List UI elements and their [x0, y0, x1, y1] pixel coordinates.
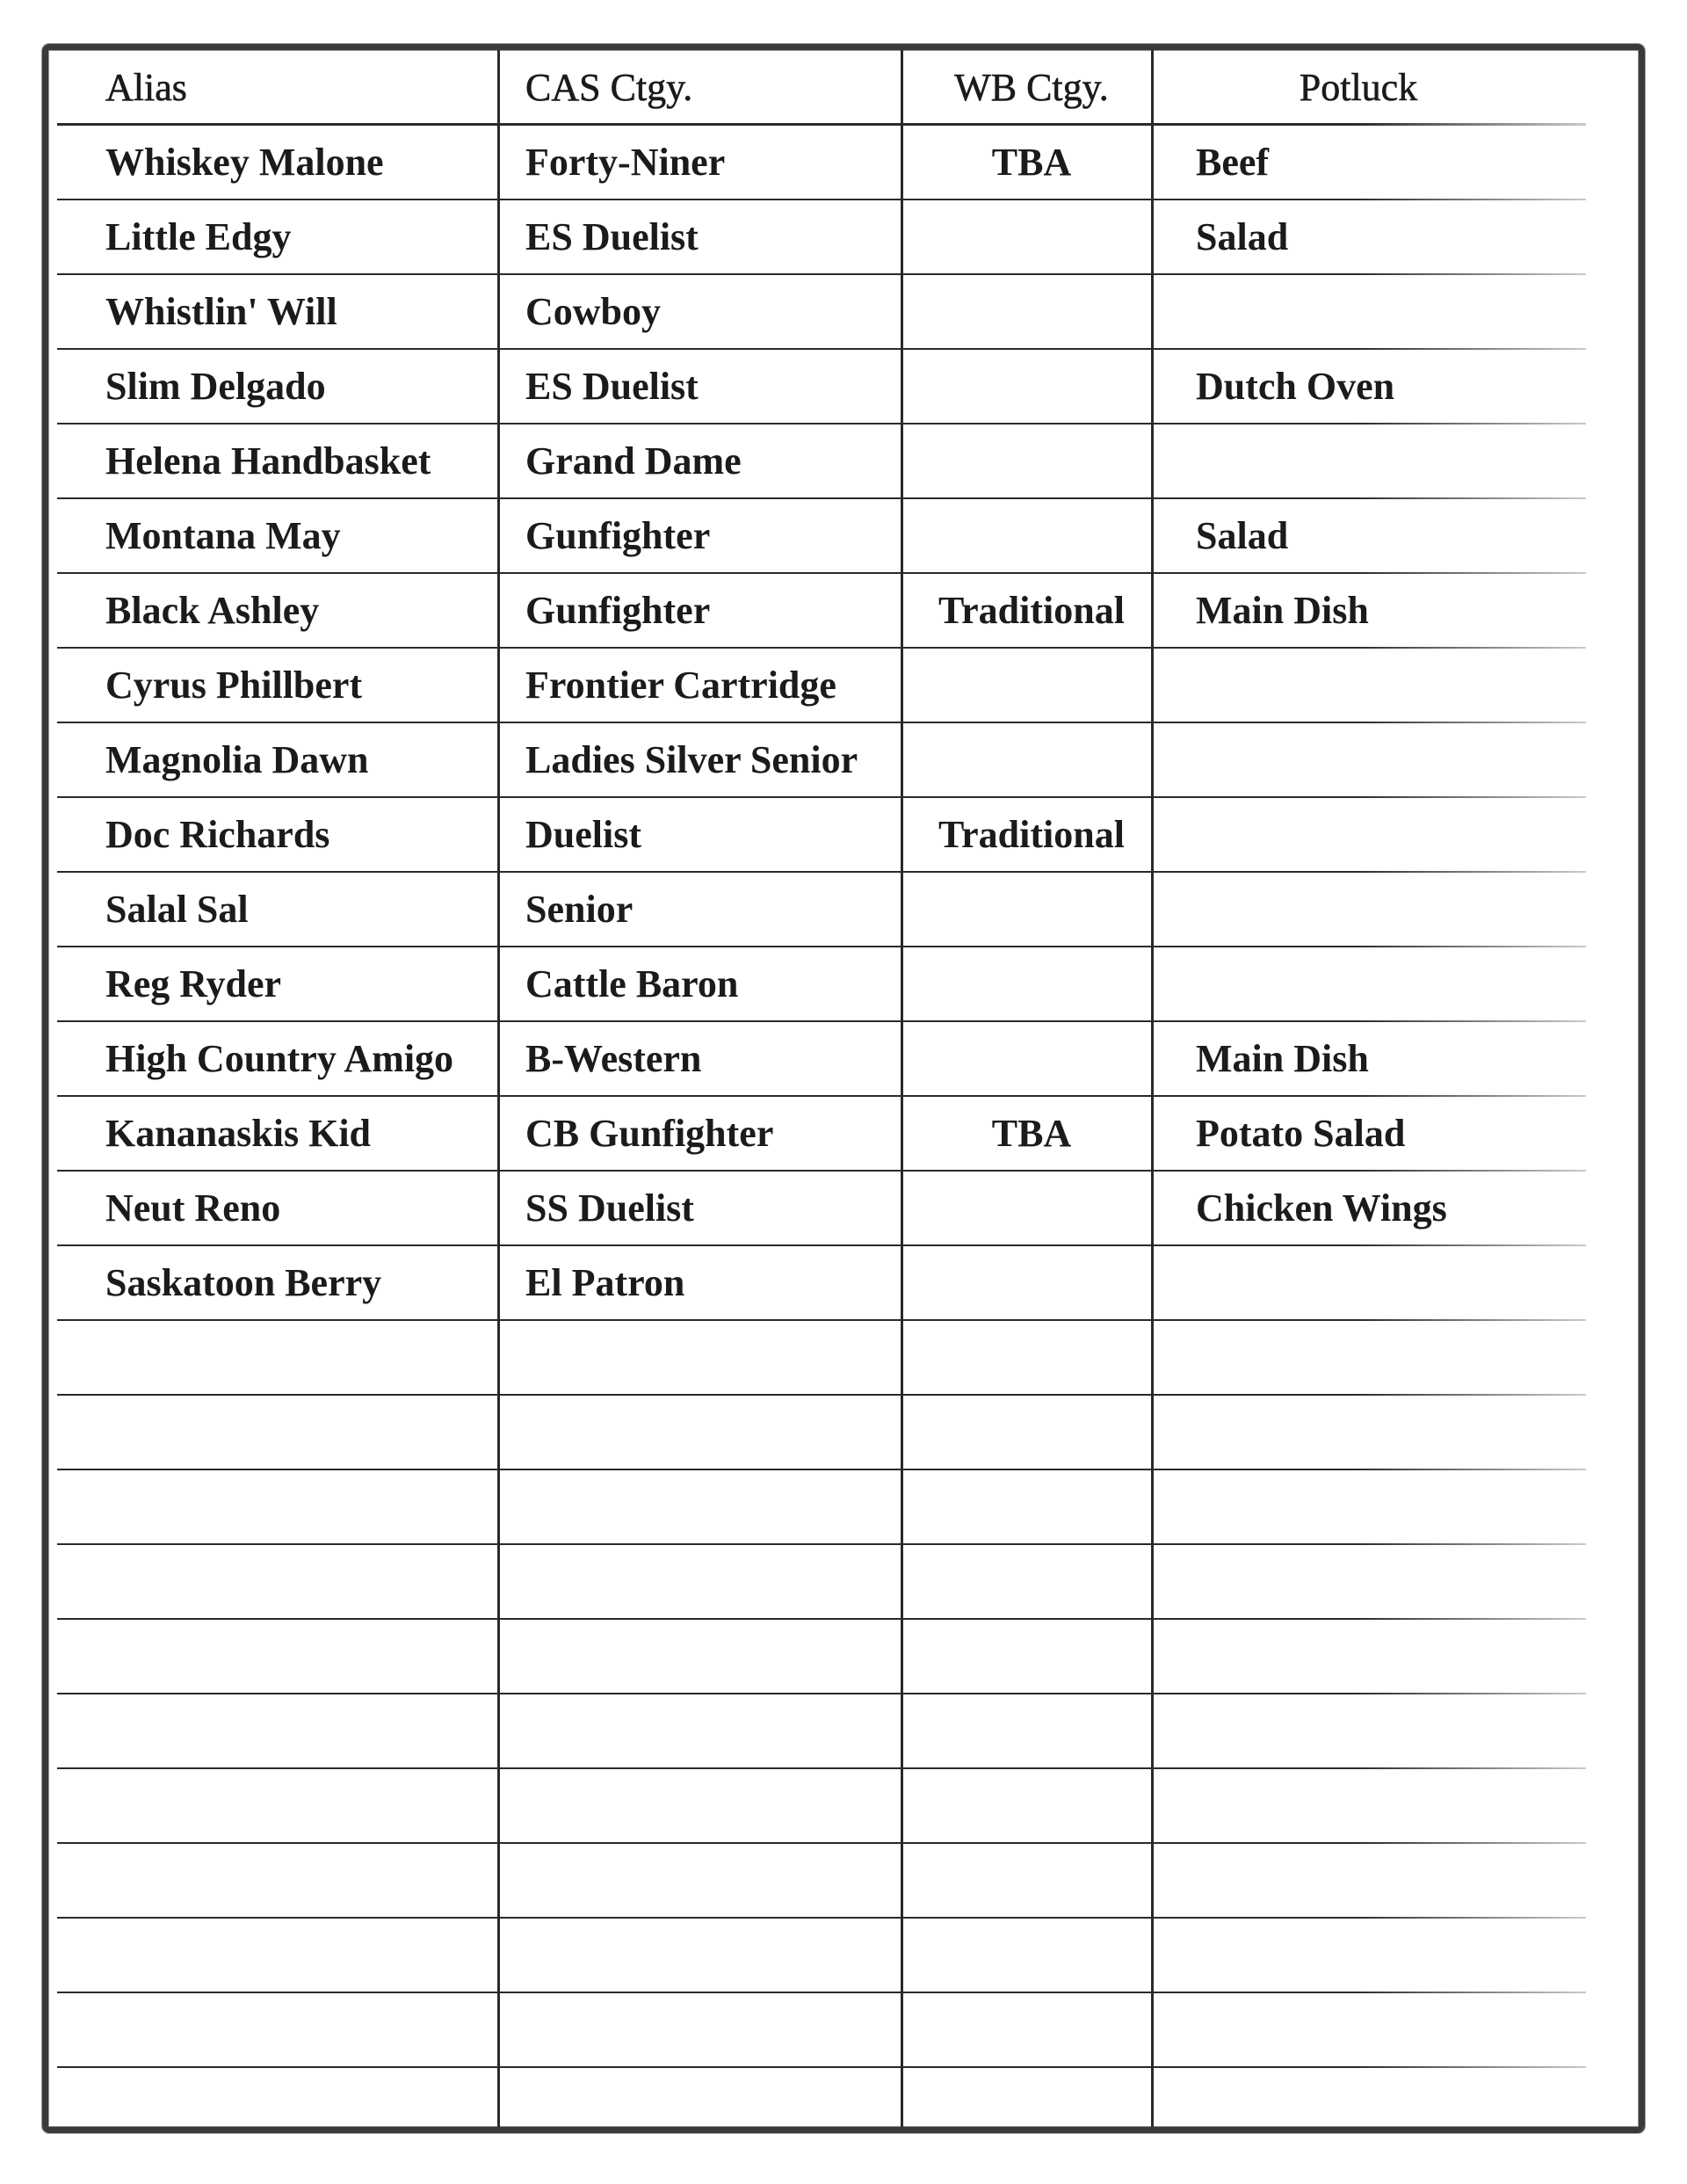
table-row [48, 1395, 1639, 1469]
alias-cell: Slim Delgado [105, 365, 326, 408]
alias-cell: Salal Sal [105, 888, 249, 931]
wb-category-cell [908, 872, 1155, 947]
table-row [48, 424, 1639, 498]
header-wb-category: WB Ctgy. [954, 66, 1109, 109]
wb-category-cell [908, 648, 1155, 722]
cas-category-cell: Cattle Baron [525, 962, 739, 1005]
cas-category-cell: El Patron [525, 1261, 685, 1304]
wb-category-cell [908, 274, 1155, 349]
column-divider [497, 50, 500, 2127]
alias-cell: Saskatoon Berry [105, 1261, 382, 1304]
alias-cell: Little Edgy [105, 215, 292, 258]
table-row [48, 1843, 1639, 1918]
potluck-cell: Chicken Wings [1196, 1186, 1447, 1230]
wb-category-cell [908, 1619, 1155, 1694]
potluck-cell: Main Dish [1196, 1037, 1369, 1080]
alias-cell: Montana May [105, 514, 341, 557]
table-row [48, 947, 1639, 1021]
cas-category-cell: Frontier Cartridge [525, 664, 836, 707]
alias-cell: Cyrus Phillbert [105, 664, 363, 707]
wb-category-cell: Traditional [938, 589, 1125, 632]
cas-category-cell: B-Western [525, 1037, 702, 1080]
alias-cell: Whiskey Malone [105, 141, 384, 184]
cas-category-cell: Senior [525, 888, 634, 931]
wb-category-cell [908, 1171, 1155, 1245]
header-potluck: Potluck [1299, 66, 1418, 109]
table-row [48, 573, 1639, 648]
table-row [48, 648, 1639, 722]
cas-category-cell: ES Duelist [525, 215, 699, 258]
table-row [48, 1918, 1639, 1992]
wb-category-cell [908, 1021, 1155, 1096]
cas-category-cell: Ladies Silver Senior [525, 738, 858, 781]
wb-category-cell [908, 1469, 1155, 1544]
table-row [48, 1544, 1639, 1619]
cas-category-cell: Forty-Niner [525, 141, 726, 184]
wb-category-cell [908, 498, 1155, 573]
wb-category-cell [908, 1918, 1155, 1992]
table-row [48, 872, 1639, 947]
alias-cell: Doc Richards [105, 813, 330, 856]
wb-category-cell [908, 1843, 1155, 1918]
wb-category-cell [908, 1544, 1155, 1619]
alias-cell: Black Ashley [105, 589, 320, 632]
cas-category-cell: SS Duelist [525, 1186, 694, 1230]
potluck-cell: Main Dish [1196, 589, 1369, 632]
header-alias: Alias [105, 66, 187, 109]
table-row [48, 125, 1639, 200]
table-row [48, 274, 1639, 349]
wb-category-cell [908, 1992, 1155, 2067]
alias-cell: High Country Amigo [105, 1037, 454, 1080]
table-row [48, 498, 1639, 573]
wb-category-cell [908, 1395, 1155, 1469]
cas-category-cell: Gunfighter [525, 514, 711, 557]
cas-category-cell: Cowboy [525, 290, 662, 333]
cas-category-cell: Gunfighter [525, 589, 711, 632]
wb-category-cell [908, 1694, 1155, 1768]
wb-category-cell [908, 1245, 1155, 1320]
table-row [48, 1469, 1639, 1544]
cas-category-cell: ES Duelist [525, 365, 699, 408]
cas-category-cell: CB Gunfighter [525, 1112, 774, 1155]
table-row [48, 797, 1639, 872]
table-row [48, 1021, 1639, 1096]
table-row [48, 1992, 1639, 2067]
wb-category-cell [908, 200, 1155, 274]
potluck-cell: Beef [1196, 141, 1270, 184]
header-cas-category: CAS Ctgy. [525, 66, 693, 109]
table-row [48, 722, 1639, 797]
wb-category-cell: TBA [991, 141, 1072, 184]
alias-cell: Whistlin' Will [105, 290, 337, 333]
table-row [48, 1096, 1639, 1171]
cas-category-cell: Duelist [525, 813, 641, 856]
wb-category-cell [908, 424, 1155, 498]
roster-table [48, 50, 1639, 2127]
table-row [48, 1320, 1639, 1395]
alias-cell: Magnolia Dawn [105, 738, 369, 781]
table-row [48, 1694, 1639, 1768]
wb-category-cell [908, 2067, 1155, 2142]
cas-category-cell: Grand Dame [525, 439, 742, 483]
table-row [48, 2067, 1639, 2142]
wb-category-cell [908, 947, 1155, 1021]
wb-category-cell [908, 349, 1155, 424]
wb-category-cell: TBA [991, 1112, 1072, 1155]
potluck-cell: Dutch Oven [1196, 365, 1395, 408]
header-row [48, 50, 1639, 125]
wb-category-cell [908, 722, 1155, 797]
table-row [48, 1768, 1639, 1843]
potluck-cell: Salad [1196, 514, 1289, 557]
table-row [48, 1619, 1639, 1694]
table-row [48, 1171, 1639, 1245]
table-row [48, 1245, 1639, 1320]
table-row [48, 349, 1639, 424]
wb-category-cell: Traditional [938, 813, 1125, 856]
column-divider [1151, 50, 1154, 2127]
alias-cell: Helena Handbasket [105, 439, 431, 483]
alias-cell: Reg Ryder [105, 962, 282, 1005]
potluck-cell: Salad [1196, 215, 1289, 258]
wb-category-cell [908, 1768, 1155, 1843]
table-row [48, 200, 1639, 274]
column-divider [901, 50, 903, 2127]
alias-cell: Neut Reno [105, 1186, 281, 1230]
potluck-cell: Potato Salad [1196, 1112, 1406, 1155]
roster-sheet [42, 44, 1645, 2133]
alias-cell: Kananaskis Kid [105, 1112, 372, 1155]
wb-category-cell [908, 1320, 1155, 1395]
